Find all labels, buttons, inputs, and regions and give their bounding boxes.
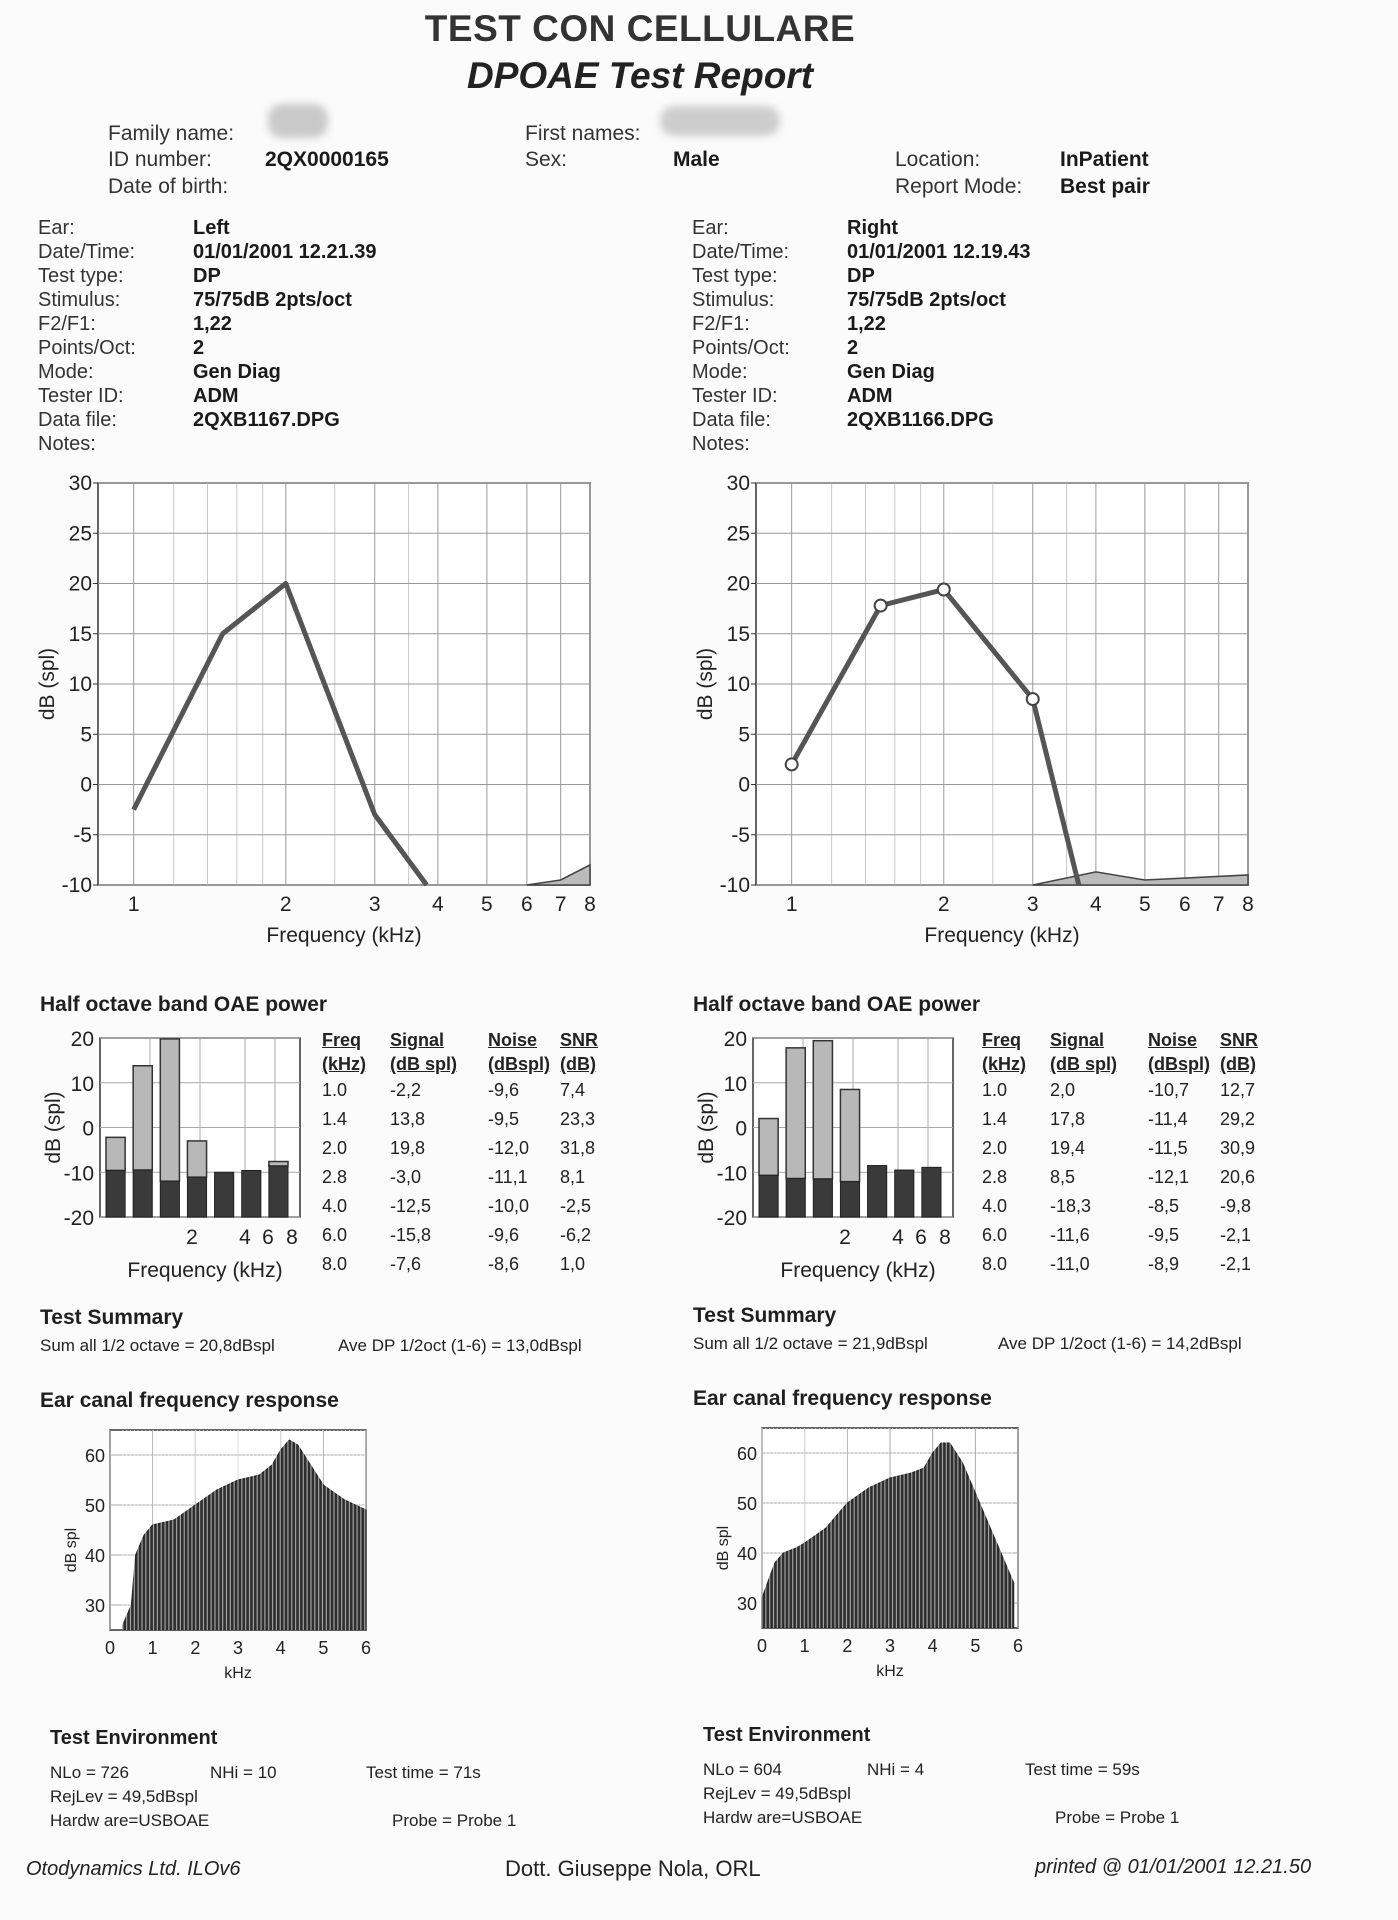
y-tick-label: -5 [731, 823, 750, 847]
table-cell: 29,2 [1220, 1109, 1256, 1129]
table-cell: 12,7 [1220, 1080, 1256, 1100]
y-tick-label: 25 [726, 522, 750, 546]
redacted-family-name [268, 104, 328, 138]
noise-bar [106, 1170, 125, 1217]
table-cell: -8,6 [488, 1254, 520, 1274]
y-tick-label: 0 [738, 773, 750, 797]
left-env-hardware: Hardw are=USBOAE [50, 1811, 210, 1830]
y-tick-label: 40 [736, 1544, 757, 1564]
noise-bar [160, 1181, 179, 1217]
y-tick-label: -5 [73, 823, 92, 847]
field-label: Ear: [692, 217, 729, 239]
table-cell: -11,6 [1050, 1225, 1090, 1245]
dpgram-right-chart [688, 460, 1278, 960]
table-cell: 1.4 [322, 1109, 348, 1129]
signal-bar [813, 1041, 832, 1179]
left-summary-title: Test Summary [40, 1306, 184, 1329]
noise-bar [187, 1177, 206, 1217]
y-tick-label: -10 [716, 1162, 747, 1186]
signal-bar [786, 1048, 805, 1179]
x-axis-label: Frequency (kHz) [780, 1259, 936, 1282]
x-tick-label: 5 [481, 893, 493, 916]
dpgram-left-chart [30, 460, 620, 960]
table-row [982, 1221, 1270, 1250]
x-tick-label: 5 [1139, 893, 1151, 916]
table-cell: 8,5 [1050, 1167, 1076, 1187]
half-octave-left-chart [40, 1022, 325, 1292]
noise-bar [895, 1170, 914, 1217]
table-cell: 1.0 [322, 1080, 348, 1100]
table-cell: -10,0 [488, 1196, 530, 1216]
table-cell: -8,5 [1148, 1196, 1180, 1216]
col-signal: Signal [1050, 1030, 1105, 1050]
y-axis-label: dB (spl) [42, 1091, 65, 1164]
family-name-label: Family name: [108, 122, 235, 145]
right-env-time: Test time = 59s [1025, 1760, 1140, 1779]
left-env-time: Test time = 71s [366, 1763, 481, 1782]
noise-bar [786, 1179, 805, 1217]
y-tick-label: 30 [68, 472, 92, 495]
table-row [322, 1192, 610, 1221]
left-f2f1-value: 1,22 [193, 313, 232, 335]
table-cell: -15,8 [390, 1225, 432, 1245]
signal-bar [160, 1039, 179, 1181]
col-freq: Freq [982, 1030, 1022, 1050]
table-cell: -11,1 [488, 1167, 528, 1187]
y-tick-label: 50 [736, 1494, 757, 1514]
x-tick-label: 8 [939, 1226, 951, 1249]
y-tick-label: 30 [84, 1596, 105, 1616]
signal-bar [133, 1066, 152, 1170]
table-row [982, 1134, 1270, 1163]
table-row [982, 1250, 1270, 1279]
table-cell: -12,0 [488, 1138, 530, 1158]
table-cell: -9,5 [1148, 1225, 1180, 1245]
half-octave-right-chart [693, 1022, 978, 1292]
table-cell: 6.0 [322, 1225, 348, 1245]
x-axis-label: kHz [224, 1665, 252, 1682]
y-tick-label: 60 [736, 1444, 757, 1464]
table-row [982, 1163, 1270, 1192]
report-title: TEST CON CELLULARE [424, 8, 856, 49]
y-tick-label: 0 [80, 773, 92, 797]
y-tick-label: 30 [736, 1594, 757, 1614]
x-tick-label: 2 [190, 1638, 201, 1658]
right-half-octave-title: Half octave band OAE power [693, 993, 981, 1016]
x-axis-label: Frequency (kHz) [924, 924, 1080, 947]
field-label: F2/F1: [38, 313, 96, 335]
right-points-value: 2 [847, 337, 859, 359]
left-ear-value: Left [193, 217, 230, 239]
x-tick-label: 7 [554, 893, 567, 916]
left-ear-canal-title: Ear canal frequency response [40, 1389, 339, 1412]
y-tick-label: 20 [68, 572, 92, 596]
signal-bar [269, 1162, 288, 1166]
y-tick-label: 0 [735, 1117, 747, 1141]
field-label: Points/Oct: [692, 337, 790, 359]
field-label: Notes: [38, 433, 96, 455]
left-env-title: Test Environment [50, 1727, 218, 1749]
x-tick-label: 2 [839, 1226, 851, 1249]
col-snr-unit: (dB) [560, 1054, 596, 1074]
table-cell: 30,9 [1220, 1138, 1256, 1158]
y-tick-label: 10 [68, 673, 92, 696]
data-point [875, 600, 887, 612]
left-half-octave-title: Half octave band OAE power [40, 993, 328, 1016]
field-label: Tester ID: [692, 385, 778, 407]
table-cell: 1.0 [982, 1080, 1008, 1100]
table-cell: 19,8 [390, 1138, 426, 1158]
y-tick-label: 10 [726, 673, 750, 696]
y-tick-label: 30 [726, 472, 750, 495]
table-cell: 23,3 [560, 1109, 596, 1129]
sex-value: Male [673, 148, 720, 171]
left-datafile-value: 2QXB1167.DPG [193, 409, 340, 431]
left-mode-value: Gen Diag [193, 361, 281, 383]
col-freq: Freq [322, 1030, 362, 1050]
field-label: Test type: [692, 265, 778, 287]
col-snr: SNR [560, 1030, 599, 1050]
y-tick-label: 50 [84, 1496, 105, 1516]
field-label: Notes: [692, 433, 750, 455]
table-cell: -9,5 [488, 1109, 520, 1129]
x-axis-label: Frequency (kHz) [127, 1259, 283, 1282]
col-noise-unit: (dBspl) [488, 1054, 550, 1074]
y-tick-label: 10 [70, 1072, 94, 1096]
signal-bar [840, 1089, 859, 1181]
col-signal: Signal [390, 1030, 445, 1050]
signal-bar [187, 1141, 206, 1177]
x-tick-label: 3 [232, 1638, 244, 1658]
y-axis-label: dB (spl) [694, 647, 717, 721]
x-tick-label: 4 [927, 1636, 938, 1656]
x-tick-label: 4 [275, 1638, 286, 1658]
x-tick-label: 8 [1242, 893, 1254, 916]
x-tick-label: 0 [104, 1638, 116, 1658]
x-tick-label: 6 [262, 1226, 274, 1249]
x-tick-label: 1 [785, 893, 798, 916]
right-summary-title: Test Summary [693, 1304, 837, 1327]
location-label: Location: [895, 148, 981, 171]
col-noise: Noise [1148, 1030, 1198, 1050]
table-row [322, 1250, 610, 1279]
data-point [1027, 693, 1039, 705]
dob-label: Date of birth: [108, 175, 229, 198]
left-summary-ave: Ave DP 1/2oct (1-6) = 13,0dBspl [338, 1336, 582, 1355]
field-label: Tester ID: [38, 385, 124, 407]
right-summary-ave: Ave DP 1/2oct (1-6) = 14,2dBspl [998, 1334, 1242, 1353]
x-tick-label: 6 [360, 1638, 372, 1658]
table-cell: -9,6 [488, 1225, 520, 1245]
right-env-rejlev: RejLev = 49,5dBspl [703, 1784, 851, 1803]
noise-bar [133, 1170, 152, 1217]
table-cell: -2,5 [560, 1196, 592, 1216]
x-tick-label: 6 [1179, 893, 1191, 916]
report-mode-value: Best pair [1060, 175, 1150, 198]
table-cell: 19,4 [1050, 1138, 1086, 1158]
sex-label: Sex: [525, 148, 568, 171]
right-ear-details [692, 216, 1031, 456]
signal-bar [759, 1119, 778, 1176]
col-freq-unit: (kHz) [322, 1054, 366, 1074]
table-cell: -12,1 [1148, 1167, 1190, 1187]
table-cell: 2.0 [322, 1138, 348, 1158]
left-stimulus-value: 75/75dB 2pts/oct [193, 289, 352, 311]
right-ear-canal-title: Ear canal frequency response [693, 1387, 992, 1410]
data-point [938, 584, 950, 596]
y-tick-label: -20 [716, 1207, 747, 1230]
table-cell: -11,4 [1148, 1109, 1188, 1129]
x-tick-label: 1 [147, 1638, 158, 1658]
col-snr: SNR [1220, 1030, 1259, 1050]
location-value: InPatient [1060, 148, 1149, 171]
table-cell: -10,7 [1148, 1080, 1190, 1100]
table-cell: 20,6 [1220, 1167, 1256, 1187]
report-subtitle: DPOAE Test Report [466, 55, 814, 96]
left-summary-sum: Sum all 1/2 octave = 20,8dBspl [40, 1336, 275, 1355]
footer-software: Otodynamics Ltd. ILOv6 [26, 1858, 241, 1880]
table-cell: -3,0 [390, 1167, 422, 1187]
ear-canal-right-chart [712, 1418, 1042, 1688]
x-tick-label: 8 [286, 1226, 298, 1249]
x-tick-label: 4 [239, 1226, 251, 1249]
x-tick-label: 2 [842, 1636, 853, 1656]
right-env-nhi: NHi = 4 [867, 1760, 925, 1779]
table-cell: 2.8 [982, 1167, 1008, 1187]
y-tick-label: 15 [726, 622, 750, 646]
x-tick-label: 4 [1090, 893, 1102, 916]
table-cell: 8.0 [322, 1254, 348, 1274]
x-tick-label: 1 [799, 1636, 810, 1656]
table-cell: -2,1 [1220, 1225, 1252, 1245]
left-env-nlo: NLo = 726 [50, 1763, 129, 1782]
right-stimulus-value: 75/75dB 2pts/oct [847, 289, 1006, 311]
x-tick-label: 6 [1012, 1636, 1024, 1656]
left-test-type-value: DP [193, 265, 221, 287]
x-tick-label: 3 [1026, 893, 1039, 916]
table-cell: -2,1 [1220, 1254, 1252, 1274]
x-tick-label: 1 [127, 893, 140, 916]
x-tick-label: 0 [756, 1636, 768, 1656]
x-tick-label: 3 [884, 1636, 896, 1656]
y-tick-label: -10 [61, 874, 92, 897]
noise-bar [215, 1172, 234, 1217]
y-tick-label: 15 [68, 622, 92, 646]
table-cell: 31,8 [560, 1138, 596, 1158]
signal-bar [106, 1137, 125, 1170]
table-cell: 17,8 [1050, 1109, 1086, 1129]
noise-bar [813, 1179, 832, 1217]
field-label: Data file: [38, 409, 117, 431]
table-cell: -11,5 [1148, 1138, 1188, 1158]
field-label: F2/F1: [692, 313, 750, 335]
data-point [786, 758, 798, 770]
x-tick-label: 4 [892, 1226, 904, 1249]
y-tick-label: 0 [82, 1117, 94, 1141]
table-row [982, 1192, 1270, 1221]
right-summary-sum: Sum all 1/2 octave = 21,9dBspl [693, 1334, 928, 1353]
table-cell: -8,9 [1148, 1254, 1180, 1274]
table-cell: 6.0 [982, 1225, 1008, 1245]
table-cell: 7,4 [560, 1080, 586, 1100]
table-cell: 1.4 [982, 1109, 1008, 1129]
noise-bar [759, 1175, 778, 1217]
right-tester-value: ADM [847, 385, 893, 407]
right-env-hardware: Hardw are=USBOAE [703, 1808, 863, 1827]
left-tester-value: ADM [193, 385, 239, 407]
y-axis-label: dB (spl) [36, 647, 59, 721]
field-label: Stimulus: [38, 289, 121, 311]
right-env-title: Test Environment [703, 1724, 871, 1746]
id-number-value: 2QX0000165 [265, 148, 389, 171]
table-cell: 8,1 [560, 1167, 586, 1187]
right-env-nlo: NLo = 604 [703, 1760, 782, 1779]
x-tick-label: 2 [186, 1226, 198, 1249]
field-label: Ear: [38, 217, 75, 239]
right-f2f1-value: 1,22 [847, 313, 886, 335]
left-points-value: 2 [193, 337, 205, 359]
y-tick-label: 10 [723, 1072, 747, 1096]
table-cell: -9,6 [488, 1080, 520, 1100]
y-tick-label: 25 [68, 522, 92, 546]
table-cell: -7,6 [390, 1254, 422, 1274]
table-row [982, 1076, 1270, 1105]
report-mode-label: Report Mode: [895, 175, 1023, 198]
field-label: Points/Oct: [38, 337, 136, 359]
table-cell: 2,0 [1050, 1080, 1076, 1100]
footer-printed: printed @ 01/01/2001 12.21.50 [1035, 1856, 1312, 1878]
first-names-label: First names: [525, 122, 641, 145]
left-env-probe: Probe = Probe 1 [392, 1811, 517, 1830]
table-cell: -18,3 [1050, 1196, 1092, 1216]
col-signal-unit: (dB spl) [390, 1054, 457, 1074]
left-env-rejlev: RejLev = 49,5dBspl [50, 1787, 198, 1806]
footer-doctor: Dott. Giuseppe Nola, ORL [505, 1856, 761, 1881]
y-axis-label: dB spl [715, 1525, 732, 1571]
y-tick-label: 40 [84, 1546, 105, 1566]
right-ear-value: Right [847, 217, 899, 239]
id-number-label: ID number: [108, 148, 212, 171]
redacted-first-names [660, 106, 780, 136]
field-label: Mode: [38, 361, 94, 383]
col-noise-unit: (dBspl) [1148, 1054, 1210, 1074]
table-cell: 8.0 [982, 1254, 1008, 1274]
table-cell: -11,0 [1050, 1254, 1090, 1274]
x-tick-label: 6 [521, 893, 533, 916]
x-tick-label: 4 [432, 893, 444, 916]
left-oae-table [322, 1028, 610, 1279]
right-mode-value: Gen Diag [847, 361, 935, 383]
x-tick-label: 8 [584, 893, 596, 916]
col-noise: Noise [488, 1030, 538, 1050]
table-cell: 4.0 [322, 1196, 348, 1216]
y-tick-label: 20 [726, 572, 750, 596]
col-freq-unit: (kHz) [982, 1054, 1026, 1074]
field-label: Stimulus: [692, 289, 775, 311]
table-cell: 2.0 [982, 1138, 1008, 1158]
y-tick-label: 20 [70, 1028, 94, 1051]
noise-bar [242, 1170, 261, 1217]
y-axis-label: dB (spl) [695, 1091, 718, 1164]
right-env-probe: Probe = Probe 1 [1055, 1808, 1180, 1827]
y-tick-label: -20 [63, 1207, 94, 1230]
x-tick-label: 2 [937, 893, 950, 916]
field-label: Date/Time: [692, 241, 790, 263]
table-row [982, 1105, 1270, 1134]
field-label: Data file: [692, 409, 771, 431]
y-tick-label: -10 [719, 874, 750, 897]
x-tick-label: 5 [318, 1638, 329, 1658]
left-ear-details [38, 216, 377, 456]
y-tick-label: -10 [63, 1162, 94, 1186]
table-row [322, 1221, 610, 1250]
table-cell: 13,8 [390, 1109, 426, 1129]
table-cell: -6,2 [560, 1225, 592, 1245]
noise-bar [922, 1167, 941, 1217]
noise-bar [269, 1166, 288, 1217]
y-tick-label: 20 [723, 1028, 747, 1051]
table-cell: 4.0 [982, 1196, 1008, 1216]
right-oae-table [982, 1028, 1270, 1279]
table-cell: 1,0 [560, 1254, 586, 1274]
x-tick-label: 7 [1212, 893, 1225, 916]
x-tick-label: 6 [915, 1226, 927, 1249]
table-row [322, 1105, 610, 1134]
col-snr-unit: (dB) [1220, 1054, 1256, 1074]
left-datetime-value: 01/01/2001 12.21.39 [193, 241, 377, 263]
x-tick-label: 5 [970, 1636, 981, 1656]
ear-canal-left-chart [60, 1420, 390, 1690]
x-axis-label: kHz [876, 1663, 904, 1680]
noise-bar [840, 1182, 859, 1217]
x-tick-label: 2 [279, 893, 292, 916]
col-signal-unit: (dB spl) [1050, 1054, 1117, 1074]
table-cell: 2.8 [322, 1167, 348, 1187]
y-tick-label: 60 [84, 1446, 105, 1466]
y-tick-label: 5 [738, 723, 750, 747]
table-cell: -9,8 [1220, 1196, 1252, 1216]
right-datetime-value: 01/01/2001 12.19.43 [847, 241, 1031, 263]
y-tick-label: 5 [80, 723, 92, 747]
table-row [322, 1163, 610, 1192]
x-axis-label: Frequency (kHz) [266, 924, 422, 947]
field-label: Mode: [692, 361, 748, 383]
table-cell: -12,5 [390, 1196, 432, 1216]
x-tick-label: 3 [368, 893, 381, 916]
right-test-type-value: DP [847, 265, 875, 287]
left-env-nhi: NHi = 10 [210, 1763, 277, 1782]
table-cell: -2,2 [390, 1080, 422, 1100]
right-datafile-value: 2QXB1166.DPG [847, 409, 994, 431]
y-axis-label: dB spl [63, 1527, 80, 1573]
field-label: Date/Time: [38, 241, 136, 263]
field-label: Test type: [38, 265, 124, 287]
table-row [322, 1134, 610, 1163]
table-row [322, 1076, 610, 1105]
noise-bar [868, 1166, 887, 1217]
